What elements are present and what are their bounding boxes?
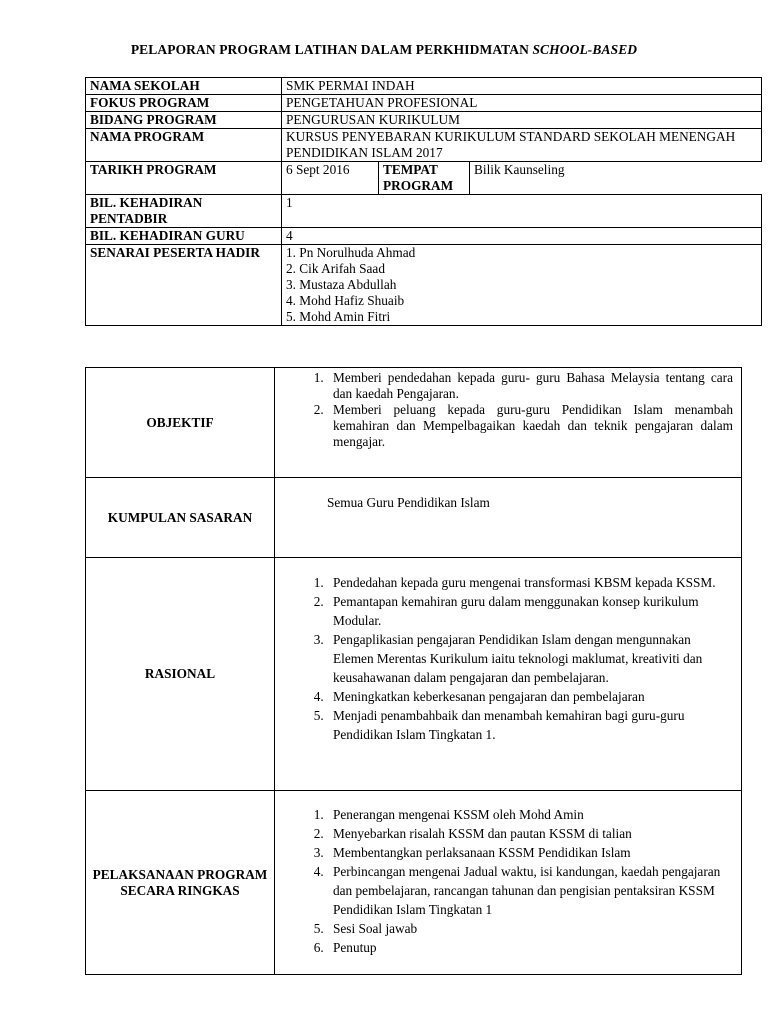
objektif-label: OBJEKTIF — [86, 368, 275, 478]
list-item: 5. Menjadi penambahbaik dan menambah kemahiran bagi guru-guru Pendidikan Islam Tingkatan 1. — [327, 706, 733, 744]
list-item: 4. Meningkatkan keberkesanan pengajaran dan pembelajaran — [327, 687, 733, 706]
list-item: 3. Membentangkan perlaksanaan KSSM Pendidikan Islam — [327, 843, 733, 862]
table-row — [86, 162, 762, 195]
list-item: 6. Penutup — [327, 938, 733, 957]
bidang-program-value: PENGURUSAN KURIKULUM — [282, 112, 762, 129]
bidang-program-label: BIDANG PROGRAM — [86, 112, 282, 129]
list-item: 3. Pengaplikasian pengajaran Pendidikan Islam dengan mengunnakan Elemen Merentas Kurikulum iaitu teknologi maklumat, kreativiti dan keusahawanan dalam pengajaran dan pembelajaran. — [327, 630, 733, 687]
objektif-list — [275, 370, 733, 450]
rasional-label: RASIONAL — [86, 558, 275, 791]
fokus-program-label: FOKUS PROGRAM — [86, 95, 282, 112]
senarai-peserta-label: SENARAI PESERTA HADIR — [86, 245, 282, 326]
bil-guru-value: 4 — [282, 228, 762, 245]
rasional-list — [275, 573, 733, 744]
list-item: 2. Cik Arifah Saad — [286, 261, 385, 276]
list-item: 2. Menyebarkan risalah KSSM dan pautan KSSM di talian — [327, 824, 733, 843]
table-row — [86, 129, 762, 162]
pelaksanaan-list — [275, 805, 733, 957]
tarikh-program-value: 6 Sept 2016 — [282, 162, 379, 194]
nama-sekolah-value: SMK PERMAI INDAH — [282, 78, 762, 95]
table-row — [86, 195, 762, 228]
tempat-program-label: TEMPAT PROGRAM — [379, 162, 470, 194]
objektif-value — [275, 368, 742, 478]
list-item: 5. Sesi Soal jawab — [327, 919, 733, 938]
pelaksanaan-label: PELAKSANAAN PROGRAM SECARA RINGKAS — [86, 791, 275, 975]
table-row — [86, 368, 742, 478]
list-item: 5. Mohd Amin Fitri — [286, 309, 391, 324]
list-item: 4. Perbincangan mengenai Jadual waktu, isi kandungan, kaedah pengajaran dan pembelajaran, rancangan tahunan dan pengisian pentaksiran KSSM Pendidikan Islam Tingkatan 1 — [327, 862, 733, 919]
tarikh-program-label: TARIKH PROGRAM — [86, 162, 282, 195]
table-row — [86, 558, 742, 791]
participant-list — [286, 245, 757, 325]
nama-program-label: NAMA PROGRAM — [86, 129, 282, 162]
nama-program-value: KURSUS PENYEBARAN KURIKULUM STANDARD SEKOLAH MENENGAH PENDIDIKAN ISLAM 2017 — [282, 129, 762, 162]
kumpulan-sasaran-label: KUMPULAN SASARAN — [86, 478, 275, 558]
program-info-table — [85, 77, 762, 326]
list-item: 4. Mohd Hafiz Shuaib — [286, 293, 405, 308]
pelaksanaan-value — [275, 791, 742, 975]
list-item: 2. Memberi peluang kepada guru-guru Pendidikan Islam menambah kemahiran dan Mempelbagaikan kaedah dan teknik pengajaran dalam mengajar. — [327, 402, 733, 450]
table-row — [86, 228, 762, 245]
table-row — [86, 791, 742, 975]
list-item: 1. Pn Norulhuda Ahmad — [286, 245, 416, 260]
table-row — [86, 245, 762, 326]
table-row — [86, 95, 762, 112]
table-row — [86, 78, 762, 95]
table-row — [86, 112, 762, 129]
list-item: 2. Pemantapan kemahiran guru dalam menggunakan konsep kurikulum Modular. — [327, 592, 733, 630]
page-title: PELAPORAN PROGRAM LATIHAN DALAM PERKHIDMATAN SCHOOL-BASED — [130, 42, 638, 57]
program-detail-table — [85, 367, 742, 975]
list-item: 1. Penerangan mengenai KSSM oleh Mohd Amin — [327, 805, 733, 824]
list-item: 3. Mustaza Abdullah — [286, 277, 397, 292]
tempat-program-value: Bilik Kaunseling — [474, 162, 565, 177]
kumpulan-sasaran-value: Semua Guru Pendidikan Islam — [275, 478, 742, 558]
bil-guru-label: BIL. KEHADIRAN GURU — [86, 228, 282, 245]
bil-pentadbir-label: BIL. KEHADIRAN PENTADBIR — [86, 195, 282, 228]
list-item: 1. Memberi pendedahan kepada guru- guru Bahasa Melaysia tentang cara dan kaedah Pengajaran. — [327, 370, 733, 402]
tarikh-tempat-table — [282, 162, 762, 194]
fokus-program-value: PENGETAHUAN PROFESIONAL — [282, 95, 762, 112]
table-row — [86, 478, 742, 558]
list-item: 1. Pendedahan kepada guru mengenai transformasi KBSM kepada KSSM. — [327, 573, 733, 592]
bil-pentadbir-value: 1 — [282, 195, 762, 228]
rasional-value — [275, 558, 742, 791]
senarai-peserta-value — [282, 245, 762, 326]
tarikh-tempat-cell — [282, 162, 762, 195]
nama-sekolah-label: NAMA SEKOLAH — [86, 78, 282, 95]
